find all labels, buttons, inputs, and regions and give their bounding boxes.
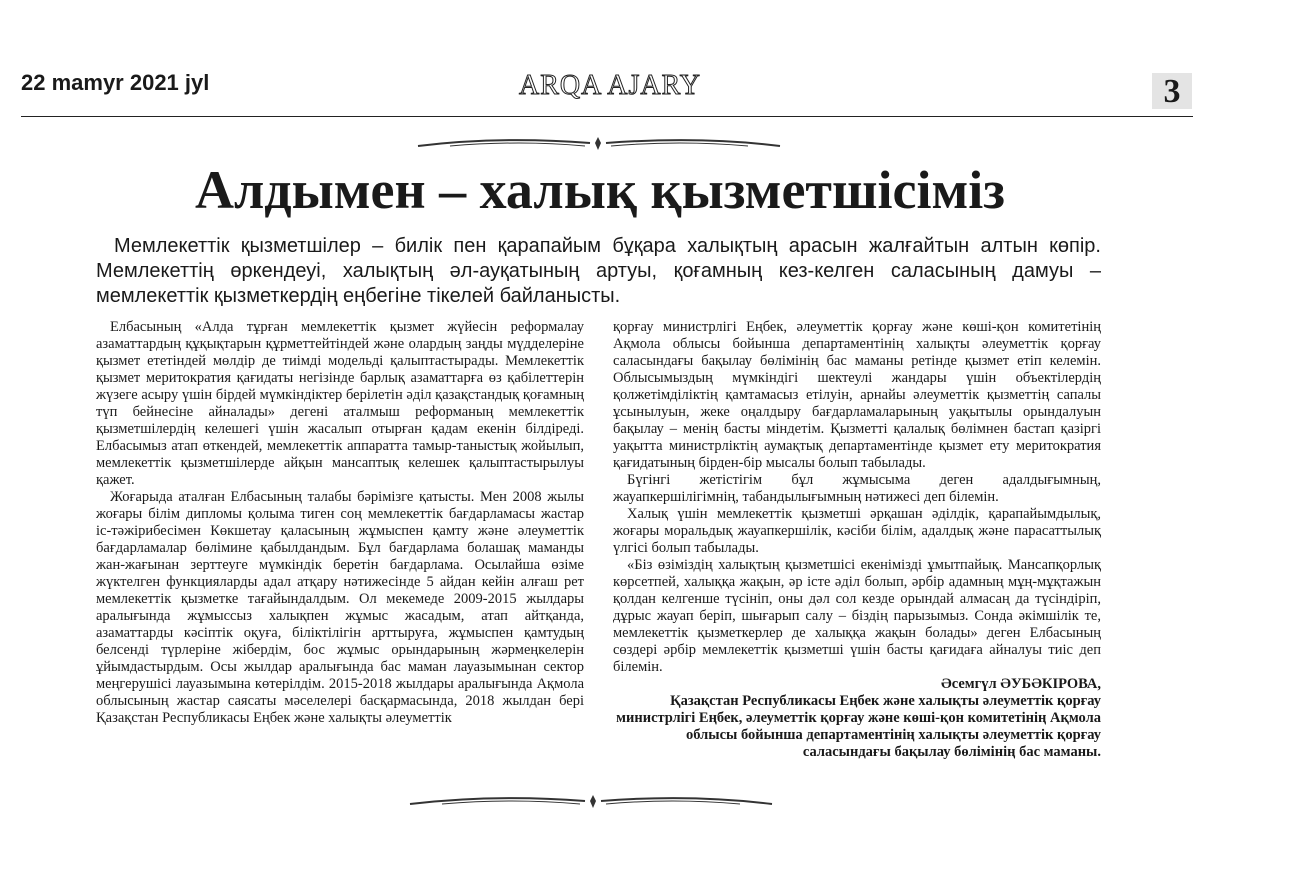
article-column-left (96, 319, 584, 727)
paragraph: Халық үшін мемлекеттік қызметші әрқашан әділдік, қарапайымдылық, жоғары моральдық жауапкершілік, кәсіби білім, адалдық және парасаттылық үлгісі болып табылады. (613, 506, 1101, 556)
issue-date: 22 mamyr 2021 jyl (21, 70, 210, 95)
article-lead: Мемлекеттік қызметшілер – билік пен қарапайым бұқара халықтың арасын жалғайтын алтын көпір. Мемлекеттің өркендеуі, халықтың әл-ауқатының артуы, қоғамның кез-келген саласының дамуы – мемлекеттік қызметкердің еңбегіне тікелей байланысты. (96, 235, 1101, 307)
author-title: Қазақстан Республикасы Еңбек және халықты әлеуметтік қорғау министрлігі Еңбек, әлеуметтік қорғау және көші-қон комитетінің Ақмола облысы бойынша департаментінің халықты әлеуметтік қорғау саласындағы бақылау бөлімінің бас маманы. (616, 693, 1101, 760)
author-name: Әсемгүл ӘУБӘКІРОВА, (941, 676, 1101, 692)
paragraph: қорғау министрлігі Еңбек, әлеуметтік қорғау және көші-қон комитетінің Ақмола облысы бойынша департаментінің халықты әлеуметтік қорғау саласындағы бақылау бөлімінің бас маманы ретінде қызмет етіп келемін. Облысымыздың мүмкіндігі шектеулі жандары үшін объектілердің қолжетімділіктің қамтамасыз етілуін, арнайы әлеуметтік қызметтің сапалы ұсынылуын, жеке оңалдыру бағдарламаларының уақытылы орындалуын бақылау – менің басты міндетім. Қызметті қалалық бөлімнен бастап қазіргі уақытта министрліктің аумақтық департаментінде қызмет ету меритократия қағидатының бірден-бір мысалы болып табылады. (613, 319, 1101, 471)
paragraph: Жоғарыда аталған Елбасының талабы бәрімізге қатысты. Мен 2008 жылы жоғары білім дипломы қолыма тиген соң мемлекеттік бағдарламасы жастар іс-тәжірибесімен Көкшетау қаласының жұмыспен қамту және әлеуметтік бағдарламалар бөлімине қабылдандым. Бұл бағдарлама болашақ маманды жан-жағынан зерттеуге мүмкіндік беретін бағдарлама. Осылайша өзіме жүктелген функцияларды адал атқару нәтижесінде 5 айдан кейін алғаш рет мемлекеттік қызметке тағайындалдым. Ол мекемеде 2009-2015 жылдары аралығында жұмыссыз халықпен жұмыс жасадым, атап айтқанда, азаматтарды кәсіптік оқуға, біліктілігін арттыруға, жұмыспен қамтудың белсенді түрлеріне жібердім, бос жұмыс орындарының жәрмеңкелерін ұйымдастырдым. Осы жылдар аралығында бас маман лауазымынан сектор меңгерушісі лауазымына көтерілдім. 2015-2018 жылдары аралығында Ақмола облысының жастар саясаты мәселелері басқармасында, 2018 жылдан бері Қазақстан Республикасы Еңбек және халықты әлеуметтік (96, 489, 584, 726)
page-number: 3 (1152, 73, 1192, 109)
paragraph: Бүгінгі жетістігім бұл жұмысыма деген адалдығымның, жауапкершілігімнің, табандылығымның нәтижесі деп білемін. (613, 472, 1101, 505)
paragraph: «Біз өзіміздің халықтың қызметшісі екенімізді ұмытпайық. Мансапқорлық көрсетпей, халыққа жақын, әр істе әділ болып, әрбір адамның мұң-мұқтажын қолдан келгенше түсініп, оны дәл сол кезде орындай алмасаң да түсіндіріп, дұрыс жауап беріп, шығарып салу – біздің парызымыз. Сонда әкімшілік те, мемлекеттік қызметкерлер де халыққа жақын болады» деген Елбасының сөздері әрбір мемлекеттік қызметші үшін басты қағидаға айналуы тиіс деп білемін. (613, 557, 1101, 675)
header-divider (21, 116, 1193, 117)
paragraph: Елбасының «Алда тұрған мемлекеттік қызмет жүйесін реформалау азаматтардың құқықтарын құрметтейтіндей және олардың заңды мүдделеріне қызмет ететіндей мөлдір де тиімді модельді қалыптастырады. Мемлекеттік қызмет меритократия қағидаты негізінде барлық азаматтарға өз қабілеттерін жүзеге асыру үшін бірдей мүмкіндіктер берілетін әділ қазақстандық қоғамның түп бейнесіне айналады» дегені аталмыш реформаның мемлекеттік қызметшілердің келешегі үшін жасалып отырған қадам екенін білдіреді. Елбасымыз атап өткендей, мемлекеттік аппаратта тамыр-таныстық жойылып, мемлекеттік қызметшілерде айқын мансаптық келешек қалыптастырылуы қажет. (96, 319, 584, 488)
article-title: Алдымен – халық қызметшісіміз (195, 160, 1005, 220)
top-ornament-icon (0, 134, 1290, 154)
bottom-ornament-icon (0, 792, 1290, 812)
newspaper-masthead: ARQA AJARY (519, 70, 701, 101)
article-column-right (613, 319, 1101, 761)
